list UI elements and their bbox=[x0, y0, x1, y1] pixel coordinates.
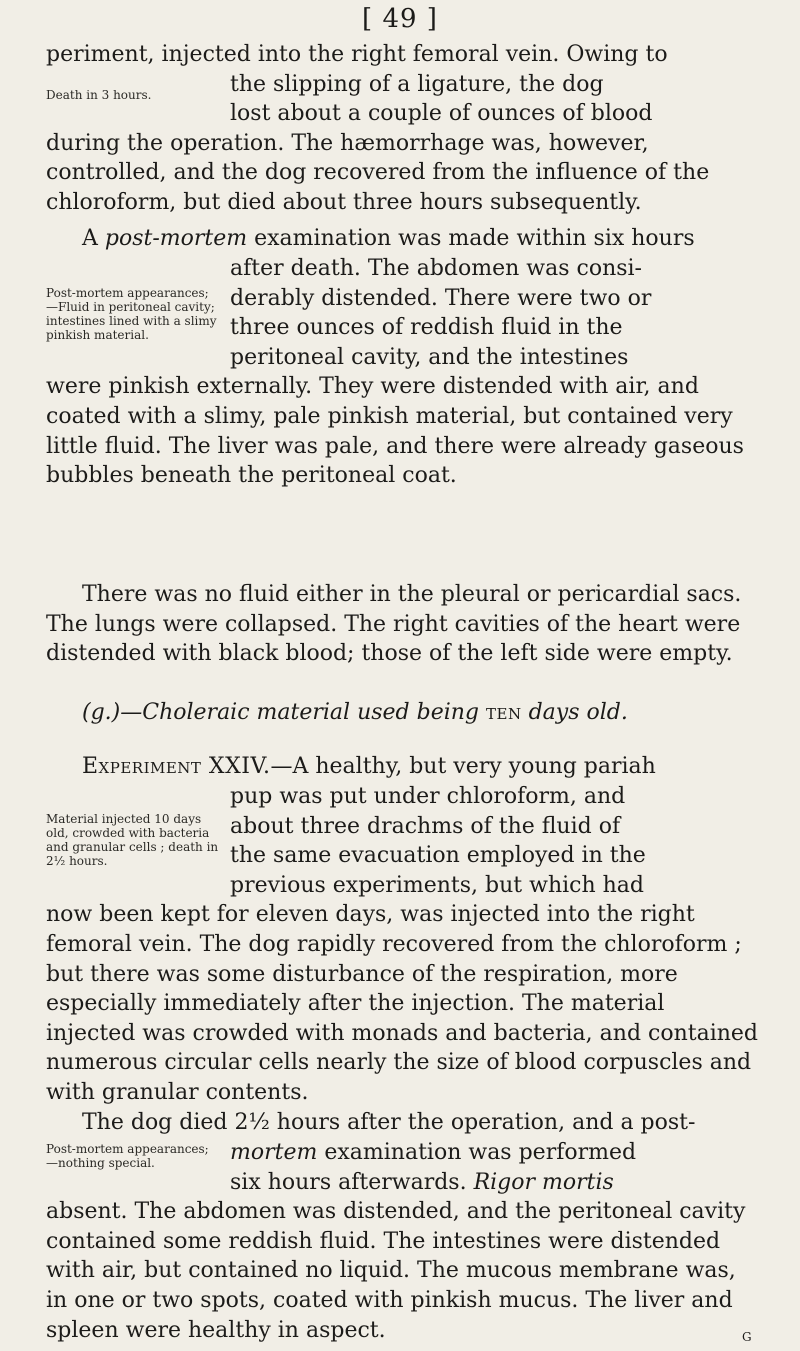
paragraph-4-wrap-1: pup was put under chloroform, and bbox=[230, 784, 626, 809]
paragraph-5-wrap-2 bbox=[46, 1168, 760, 1198]
section-dash: — bbox=[120, 700, 143, 725]
printer-signature: G bbox=[742, 1330, 752, 1344]
margin-note-2: Post-mortem appearances; —Fluid in peritoneal cavity; intestines lined with a slimy pinkish material. bbox=[46, 286, 217, 342]
paragraph-5-rest: absent. The abdomen was distended, and the peritoneal cavity contained some reddish fluid. The intestines were distended with air, but contained no liquid. The mucous membrane was, in one or two spots, coated with pinkish mucus. The liver and spleen were healthy in aspect. bbox=[46, 1199, 746, 1343]
paragraph-1 bbox=[46, 40, 760, 218]
paragraph-4-lead bbox=[46, 752, 760, 782]
paragraph-2-wrap-2: derably distended. There were two or bbox=[230, 285, 652, 311]
page-number: [ 49 ] bbox=[362, 4, 438, 34]
paragraph-5-wrap-post: examination was performed bbox=[317, 1140, 637, 1165]
paragraph-4-wrap-2: about three drachms of the fluid of bbox=[230, 813, 621, 839]
paragraph-2-wrap-3: three ounces of reddish fluid in the bbox=[230, 315, 623, 341]
margin-note-1: Death in 3 hours. bbox=[46, 88, 152, 102]
paragraph-4-wrap-3: the same evacuation employed in the bbox=[230, 843, 646, 869]
paragraph-2-wrap-1: after death. The abdomen was consi- bbox=[230, 256, 642, 281]
paragraph-1-rest: during the operation. The hæmorrhage was, however, controlled, and the dog recovered from the influence of the chloroform, but died about three hours subsequently. bbox=[46, 130, 710, 215]
margin-note-3: Material injected 10 days old, crowded with bacteria and granular cells ; death in 2½ hours. bbox=[46, 812, 219, 868]
experiment-label: Experiment XXIV. bbox=[82, 754, 271, 779]
paragraph-5-wrap2-italic: Rigor mortis bbox=[473, 1169, 614, 1195]
paragraph-3: There was no fluid either in the pleural or pericardial sacs. The lungs were collapsed. The right cavities of the heart were distended with black blood; those of the left side were empty. bbox=[46, 582, 742, 667]
paragraph-2-rest: were pinkish externally. They were distended with air, and coated with a slimy, pale pinkish material, but contained very little fluid. The liver was pale, and there were already gaseous bubbles beneath the peritoneal coat. bbox=[46, 374, 744, 489]
margin-note-4: Post-mortem appearances; —nothing special. bbox=[46, 1142, 209, 1170]
paragraph-5-wrap-italic: mortem bbox=[230, 1140, 318, 1165]
paragraph-2-wrap-4: peritoneal cavity, and the intestines bbox=[230, 344, 629, 370]
section-heading bbox=[46, 698, 760, 728]
paragraph-2-lead-post: examination was made within six hours bbox=[247, 226, 695, 251]
paragraph-1-wrap-1: the slipping of a ligature, the dog bbox=[230, 71, 604, 97]
section-title-part-2: days old. bbox=[521, 700, 628, 725]
paragraph-2-lead-italic: post-mortem bbox=[104, 226, 248, 251]
section-title-ten: ten bbox=[486, 700, 522, 725]
paragraph-4-lead-post: —A healthy, but very young pariah bbox=[270, 754, 656, 779]
paragraph-5-wrap2-pre: six hours afterwards. bbox=[230, 1169, 474, 1195]
paragraph-4-rest: now been kept for eleven days, was injected into the right femoral vein. The dog rapidly recovered from the chloroform ; but there was some disturbance of the respiration, more especially immediately after the injection. The material injected was crowded with monads and bacteria, and contained numerous circular cells nearly the size of blood corpuscles and with granular contents. bbox=[46, 902, 759, 1105]
paragraph-4-wrap-4: previous experiments, but which had bbox=[230, 872, 645, 898]
section-label: (g.) bbox=[82, 700, 121, 725]
paragraph-2-lead-pre: A bbox=[82, 226, 105, 251]
paragraph-1-line-1: periment, injected into the right femoral vein. Owing to bbox=[46, 42, 668, 67]
section-title-part-1: Choleraic material used being bbox=[142, 700, 487, 725]
paragraph-1-wrap-2: lost about a couple of ounces of blood bbox=[230, 101, 653, 127]
paragraph-2 bbox=[46, 224, 760, 254]
paragraph-5-lead: The dog died 2½ hours after the operation, and a post- bbox=[82, 1110, 696, 1135]
